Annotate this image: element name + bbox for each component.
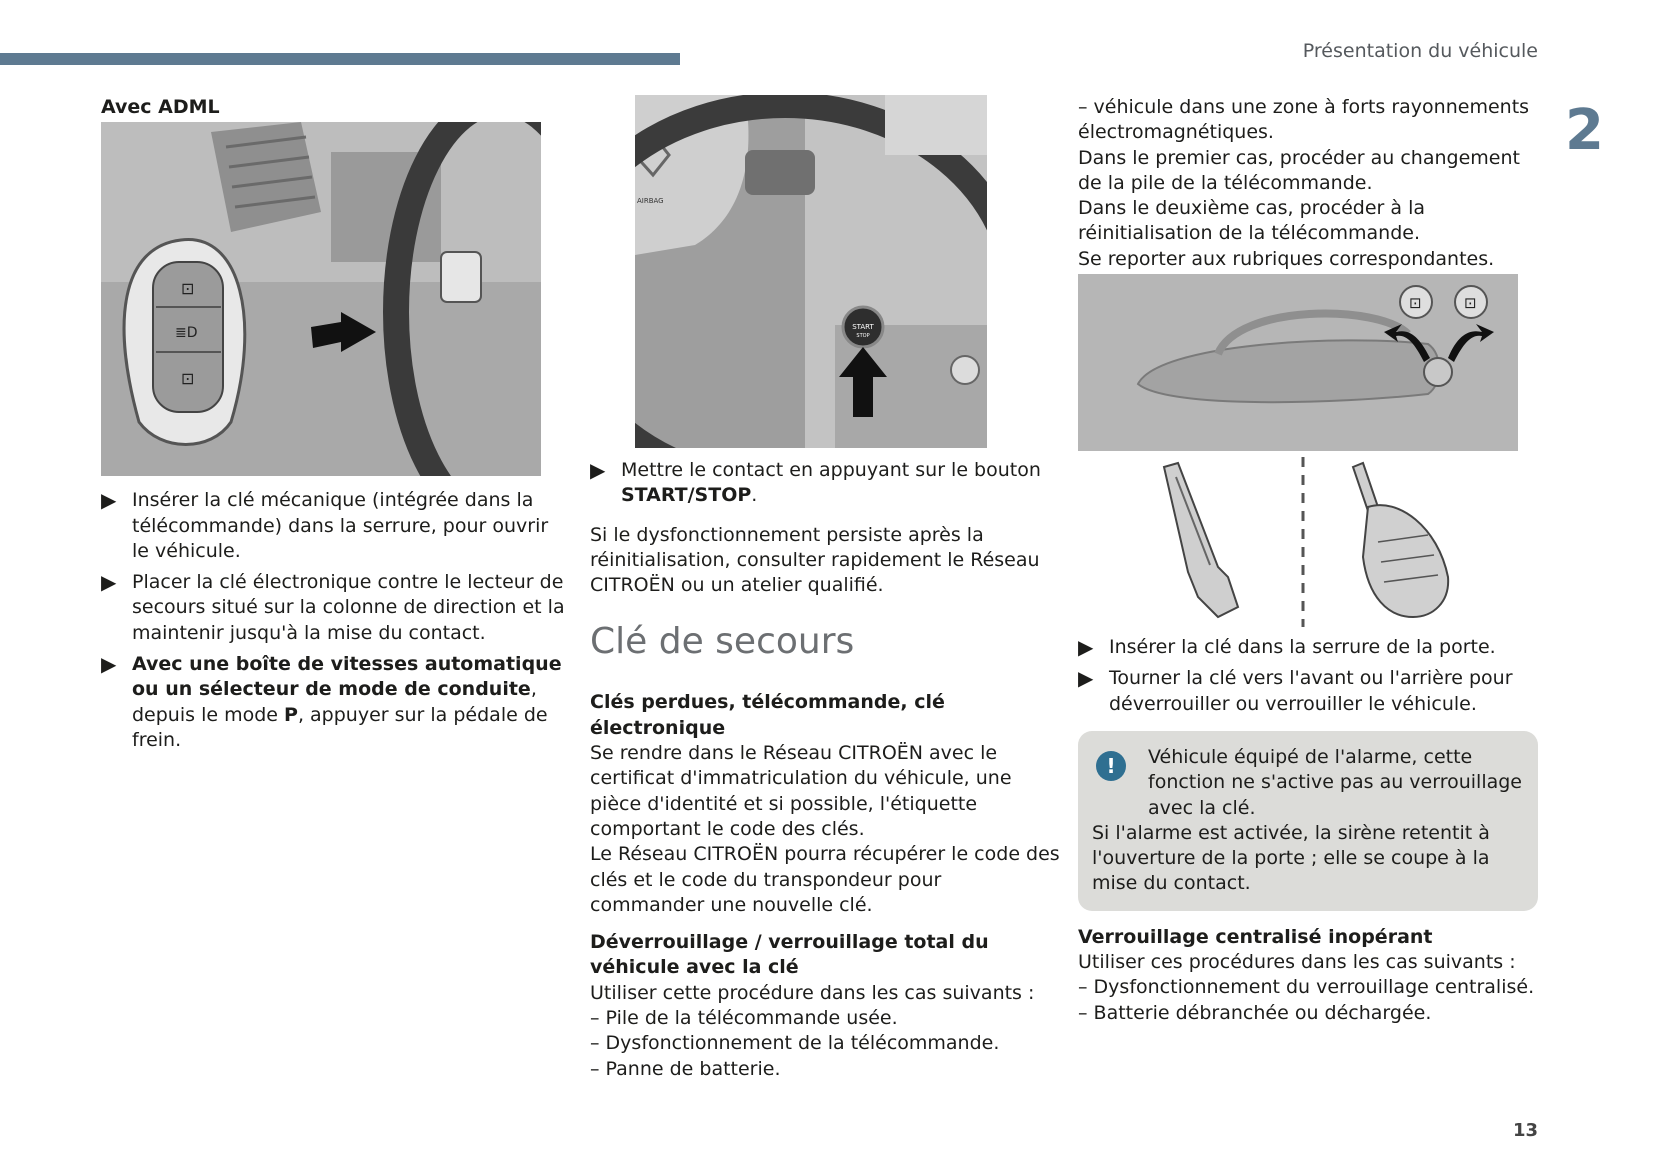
list-item: ▶ Avec une boîte de vitesses automatique ou un sélecteur de mode de conduite, depuis le mode P, appuyer sur la pédale de frein. [101, 652, 562, 751]
key-lock-steps [1078, 635, 1538, 717]
column-1 [101, 95, 571, 759]
intro-line: – véhicule dans une zone à forts rayonnements électromagnétiques. [1078, 96, 1530, 144]
triangle-bullet-icon: ▶ [101, 570, 117, 595]
svg-text:⊡: ⊡ [181, 279, 195, 299]
total-unlock-heading: Déverrouillage / verrouillage total du véhicule avec la clé [590, 931, 989, 979]
list-item: ▶ Placer la clé électronique contre le lecteur de secours situé sur la colonne de direction et la maintenir jusqu'à la mise du contact. [101, 570, 565, 644]
case-line: – Dysfonctionnement du verrouillage centralisé. [1078, 976, 1535, 999]
intro-line: Dans le premier cas, procéder au changement de la pile de la télécommande. [1078, 146, 1520, 194]
start-stop-illustration [635, 95, 987, 448]
list-item: ▶ Insérer la clé dans la serrure de la porte. [1078, 635, 1496, 660]
svg-text:⊡: ⊡ [1409, 294, 1422, 313]
list-item: ▶ Tourner la clé vers l'avant ou l'arrière pour déverrouiller ou verrouiller le véhicule. [1078, 666, 1513, 715]
svg-text:≣D: ≣D [175, 325, 198, 342]
malfunction-paragraph: Si le dysfonctionnement persiste après la réinitialisation, consulter rapidement le Réseau CITROËN ou un atelier qualifié. [590, 523, 1040, 597]
lost-keys-text-2: Le Réseau CITROËN pourra récupérer le code des clés et le code du transpondeur pour commander une nouvelle clé. [590, 843, 1060, 916]
keys-illustration [1078, 457, 1518, 627]
adml-steps [101, 488, 571, 753]
column-2 [590, 95, 1060, 1082]
door-handle-illustration [1078, 274, 1518, 451]
warning-icon: ! [1096, 751, 1126, 781]
svg-text:⊡: ⊡ [181, 369, 195, 389]
section-title: Présentation du véhicule [1302, 40, 1538, 62]
triangle-bullet-icon: ▶ [101, 652, 117, 677]
procedure-intro: Utiliser cette procédure dans les cas suivants : [590, 981, 1035, 1004]
stop-label: STOP [856, 333, 870, 339]
svg-text:⊡: ⊡ [1464, 294, 1477, 313]
triangle-bullet-icon: ▶ [1078, 666, 1094, 691]
chapter-number: 2 [1565, 98, 1604, 163]
list-item: ▶ Insérer la clé mécanique (intégrée dans la télécommande) dans la serrure, pour ouvrir le véhicule. [101, 488, 549, 562]
case-line: – Batterie débranchée ou déchargée. [1078, 1001, 1432, 1024]
central-locking-heading: Verrouillage centralisé inopérant [1078, 925, 1433, 948]
case-line: – Pile de la télécommande usée. [590, 1007, 898, 1030]
alarm-warning-box [1078, 731, 1538, 911]
warning-text-1: Véhicule équipé de l'alarme, cette fonction ne s'active pas au verrouillage avec la clé. [1148, 745, 1522, 819]
triangle-bullet-icon: ▶ [590, 458, 606, 482]
intro-line: Dans le deuxième cas, procéder à la réinitialisation de la télécommande. [1078, 197, 1425, 245]
case-line: – Dysfonctionnement de la télécommande. [590, 1032, 1000, 1055]
start-step [590, 458, 1060, 509]
adml-illustration [101, 122, 541, 476]
lost-keys-heading: Clés perdues, télécommande, clé électronique [590, 691, 945, 739]
warning-text-2: Si l'alarme est activée, la sirène retentit à l'ouverture de la porte ; elle se coupe à la mise du contact. [1092, 821, 1490, 895]
intro-line: Se reporter aux rubriques correspondantes. [1078, 247, 1495, 270]
airbag-label: AIRBAG [637, 197, 664, 205]
adml-heading: Avec ADML [101, 96, 220, 118]
case-line: Utiliser ces procédures dans les cas suivants : [1078, 951, 1516, 974]
start-label: START [852, 323, 874, 331]
emergency-key-title: Clé de secours [590, 621, 855, 663]
list-item: ▶ Mettre le contact en appuyant sur le bouton START/STOP. [590, 458, 1041, 507]
header-accent-bar [0, 53, 680, 65]
case-line: – Panne de batterie. [590, 1057, 781, 1080]
triangle-bullet-icon: ▶ [1078, 635, 1094, 660]
column-3 [1078, 95, 1538, 1026]
lost-keys-text-1: Se rendre dans le Réseau CITROËN avec le certificat d'immatriculation du véhicule, une pièce d'identité et si possible, l'étiquette comportant le code des clés. [590, 742, 1012, 840]
triangle-bullet-icon: ▶ [101, 488, 117, 513]
page-number: 13 [1512, 1120, 1538, 1141]
